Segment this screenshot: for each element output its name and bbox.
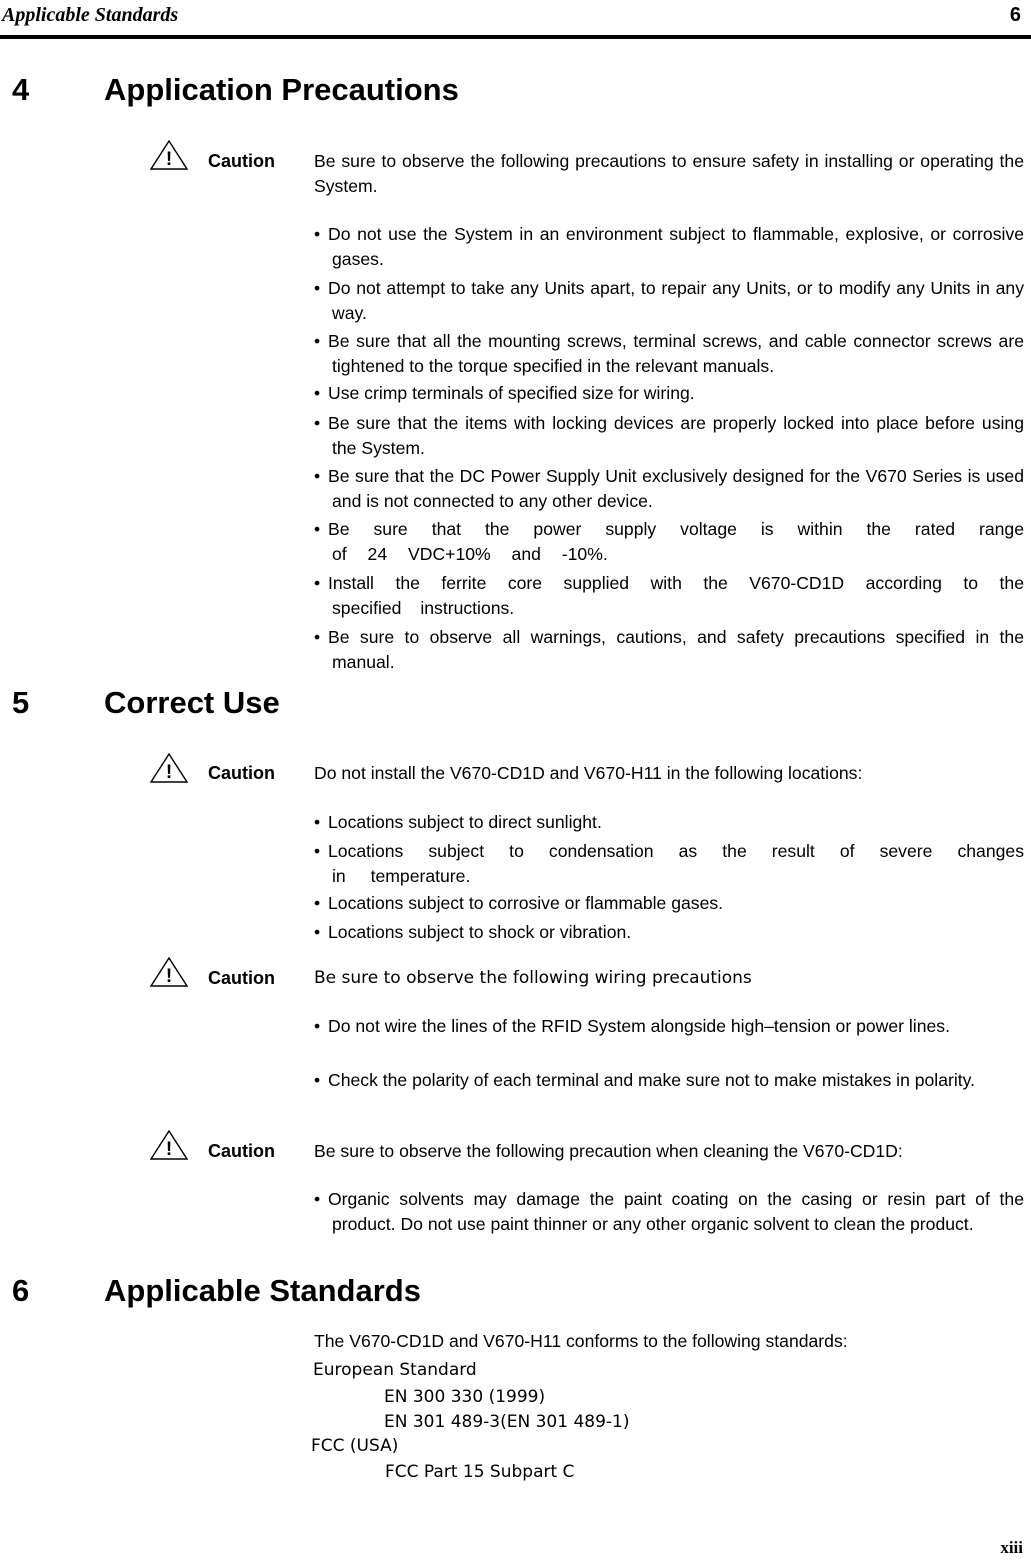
wiring-item: • Check the polarity of each terminal and make sure not to make mistakes in polarity. (314, 1068, 1024, 1093)
precaution-item: • Be sure that the power supply voltage is within the rated range of 24 VDC+10% and -10%. (314, 517, 1024, 567)
running-header-title: Applicable Standards (2, 4, 179, 26)
section-6-title: Applicable Standards (104, 1273, 421, 1308)
standards-intro: The V670-CD1D and V670-H11 conforms to the following standards: (314, 1331, 848, 1351)
european-standard-item: EN 300 330 (1999) (384, 1387, 546, 1407)
caution-warning-icon (150, 753, 188, 783)
section-5-number: 5 (12, 685, 30, 720)
caution-label: Caution (208, 763, 275, 783)
section-4-title: Application Precautions (104, 72, 459, 107)
precaution-item: • Do not use the System in an environment subject to flammable, explosive, or corrosive gases. (314, 222, 1024, 272)
wiring-item: • Do not wire the lines of the RFID System alongside high–tension or power lines. (314, 1014, 1024, 1039)
caution-label: Caution (208, 968, 275, 988)
fcc-item: FCC Part 15 Subpart C (385, 1462, 575, 1482)
precaution-item: • Be sure that the items with locking devices are properly locked into place before using the System. (314, 411, 1024, 461)
page-number: xiii (1000, 1538, 1023, 1557)
location-item: • Locations subject to shock or vibration. (314, 920, 1024, 945)
header-rule (0, 35, 1031, 39)
section-5-title: Correct Use (104, 685, 280, 720)
svg-text:!: ! (165, 966, 173, 987)
locations-intro: Do not install the V670-CD1D and V670-H11 in the following locations: (314, 763, 863, 783)
caution-warning-icon (150, 1130, 188, 1160)
running-header-section-number: 6 (1009, 4, 1021, 26)
caution-warning-icon (150, 140, 188, 170)
cleaning-item: • Organic solvents may damage the paint coating on the casing or resin part of the product. Do not use paint thinner or any other organic solvent to clean the product. (314, 1187, 1024, 1237)
svg-text:!: ! (165, 149, 173, 170)
precaution-item: • Use crimp terminals of specified size for wiring. (314, 381, 1024, 406)
precaution-item: • Be sure to observe all warnings, cautions, and safety precautions specified in the manual. (314, 625, 1024, 675)
section-6-number: 6 (12, 1273, 30, 1308)
location-item: • Locations subject to corrosive or flammable gases. (314, 891, 1024, 916)
fcc-label: FCC (USA) (311, 1436, 399, 1456)
european-standard-label: European Standard (313, 1360, 477, 1380)
caution-warning-icon (150, 957, 188, 987)
wiring-intro: Be sure to observe the following wiring precautions (314, 968, 752, 988)
caution-label: Caution (208, 151, 275, 171)
cleaning-intro: Be sure to observe the following precaution when cleaning the V670-CD1D: (314, 1141, 903, 1161)
precaution-item: • Be sure that all the mounting screws, terminal screws, and cable connector screws are tightened to the torque specified in the relevant manuals. (314, 329, 1024, 379)
precaution-item: • Be sure that the DC Power Supply Unit exclusively designed for the V670 Series is used and is not connected to any other device. (314, 464, 1024, 514)
svg-text:!: ! (165, 762, 173, 783)
section-4-number: 4 (12, 72, 30, 107)
svg-text:!: ! (165, 1139, 173, 1160)
location-item: • Locations subject to condensation as the result of severe changes in temperature. (314, 839, 1024, 889)
precautions-intro: Be sure to observe the following precautions to ensure safety in installing or operating the System. (314, 151, 1024, 196)
precaution-item: • Install the ferrite core supplied with the V670-CD1D according to the specified instructions. (314, 571, 1024, 621)
european-standard-item: EN 301 489-3(EN 301 489-1) (384, 1412, 630, 1432)
precaution-item: • Do not attempt to take any Units apart, to repair any Units, or to modify any Units in any way. (314, 276, 1024, 326)
caution-label: Caution (208, 1141, 275, 1161)
location-item: • Locations subject to direct sunlight. (314, 810, 1024, 835)
